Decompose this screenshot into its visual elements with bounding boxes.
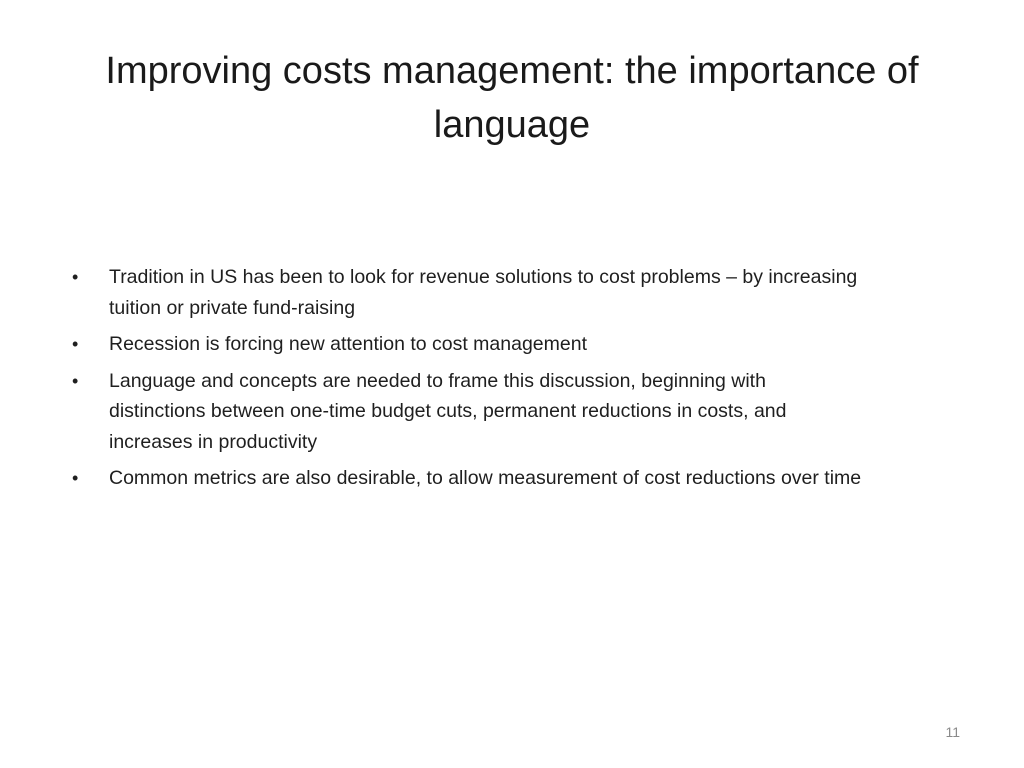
bullet-icon: • <box>72 370 79 391</box>
slide-title: Improving costs management: the importance of language <box>105 50 919 146</box>
list-item <box>72 463 862 494</box>
page-number: 11 <box>945 724 960 740</box>
list-item <box>72 329 862 360</box>
bullet-text: Common metrics are also desirable, to allow measurement of cost reductions over time <box>109 467 862 489</box>
bullet-text: Tradition in US has been to look for revenue solutions to cost problems – by increasing tuition or private fund-raising <box>109 266 858 319</box>
bullet-text: Recession is forcing new attention to cost management <box>109 333 588 355</box>
list-item <box>72 366 862 458</box>
bullet-icon: • <box>72 334 79 354</box>
bullet-icon: • <box>72 267 79 287</box>
bullet-icon: • <box>72 468 79 488</box>
bullet-list <box>72 262 862 500</box>
bullet-text: Language and concepts are needed to frame this discussion, beginning with distinctions between one-time budget cuts, permanent reductions in costs, and increases in productivity <box>109 369 787 453</box>
list-item <box>72 262 862 323</box>
